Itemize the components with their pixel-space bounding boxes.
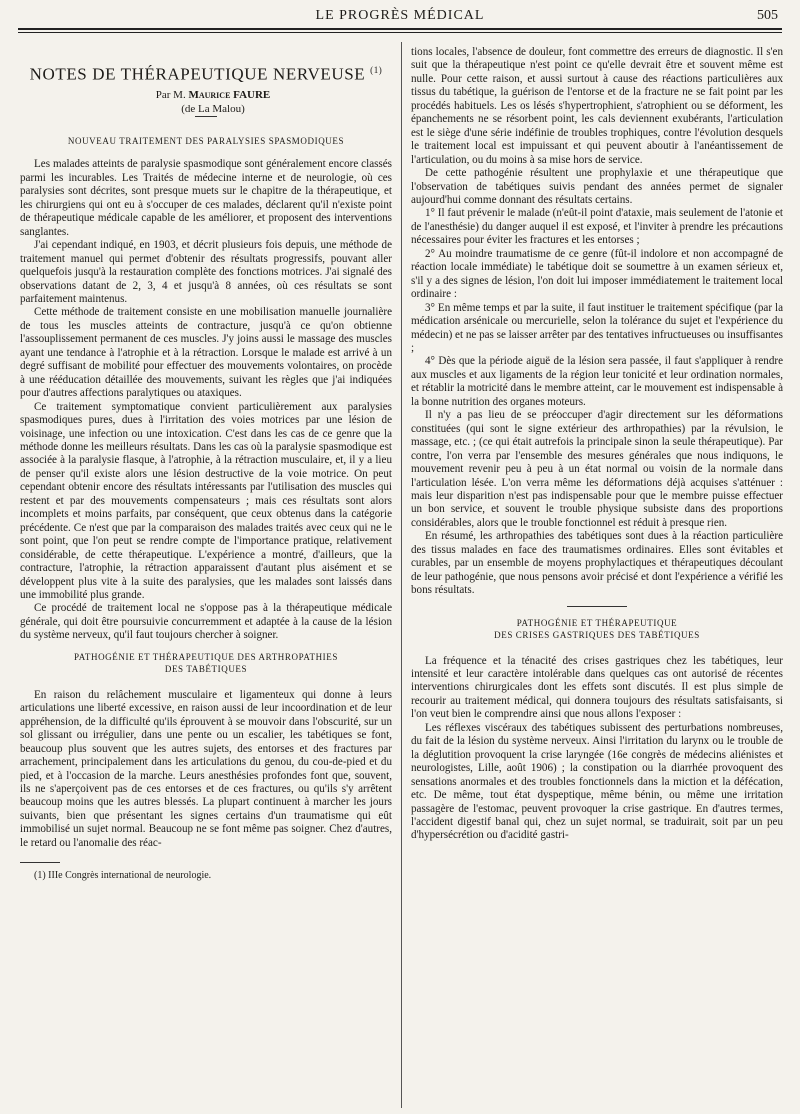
paragraph: 1° Il faut prévenir le malade (n'eût-il point d'ataxie, mais seulement de l'atonie et de l'anesthésie) du danger auquel il est exposé, et l'inviter à prendre les précautions nécessaires pour éviter les fractures et les entorses ; xyxy=(411,207,783,247)
paragraph: Cette méthode de traitement consiste en une mobilisation manuelle journalière de tous les muscles atteints de contracture, jusqu'à ce qu'on obtienne l'assouplissement permanent de ces muscles. J'y joins aussi le massage des muscles ayant une tendance à l'atrophie et à la rétraction. Lorsque le malade est arrivé à un degré suffisant de mobilité pour effectuer des mouvements volontaires, on procède à une rééducation détaillée des mouvements, suivant les règles que j'ai indiquées pour d'autres affections paralytiques ou ataxiques. xyxy=(20,306,392,400)
paragraph: En raison du relâchement musculaire et ligamenteux qui donne à leurs articulations une liberté excessive, en raison aussi de leur incoordination et de leur appréhension, de la difficulté qu'ils éprouvent à se mouvoir dans l'obscurité, sur un sol glissant ou irrégulier, dans une pente ou un escalier, les tabétiques se font, beaucoup plus souvent que les autres sujets, des entorses et des fractures par arrachement, principalement dans les articulations du genou, du cou-de-pied et du pied, et à l'occasion de la marche. Leurs anesthésies profondes font que, souvent, ils ne s'aperçoivent pas de ces entorses et de ces fractures, ou qu'ils s'y arrêtent beaucoup moins que les autres blessés. La plupart continuent à marcher les jours suivants, bien que présentant les signes certains d'un traumatisme qui eût immobilisé un sujet normal. Beaucoup ne se font même pas soigner. Chez d'autres, le retard ou l'anomalie des réac- xyxy=(20,688,392,849)
section-heading-spasmodic: NOUVEAU TRAITEMENT DES PARALYSIES SPASMODIQUES xyxy=(67,136,345,147)
paragraph: En résumé, les arthropathies des tabétiques sont dues à la réaction particulière des tissus malades en face des traumatismes ordinaires. Elles sont évitables et curables, par un ensemble de moyens prophylactiques et thérapeutiques découlant de leur pathogénie, que nous pensons avoir précisé et dont l'expérience a vérifié les bons résultats. xyxy=(411,530,783,597)
column-divider xyxy=(401,42,402,1108)
header-rule-thin xyxy=(18,32,782,33)
paragraph: De cette pathogénie résultent une prophylaxie et une thérapeutique que l'observation de tabétiques suivis pendant des années permet de signaler aujourd'hui comme donnant des résultats certains. xyxy=(411,167,783,206)
title-rule xyxy=(195,116,217,117)
author-affiliation: (de La Malou) xyxy=(181,102,245,115)
left-column xyxy=(20,46,392,1108)
paragraph: Les malades atteints de paralysie spasmodique sont généralement encore classés parmi les incurables. Les Traités de médecine interne et de neurologie, où ces paralysies sont décrites, sont presque muets sur le chapitre de la thérapeutique, et les chirurgiens qui ont eu à s'occuper de ces malades, déclarent qu'il n'existe point de thérapeutique médicale capable de les améliorer, et proposent des interventions sanglantes. xyxy=(20,158,392,238)
paragraph: Ce traitement symptomatique convient particulièrement aux paralysies spasmodiques pures, dues à l'irritation des voies motrices par une lésion de voisinage, une infection ou une intoxication. C'est dans les cas de ce genre que la méthode donne les meilleurs résultats. Dans les cas où la paralysie spasmodique est associée à la paralysie flasque, à l'atrophie, à la rétraction musculaire, et, il y a lieu de penser qu'il existe alors une lésion destructive de la voie motrice. On peut cependant obtenir encore des résultats intéressants par l'utilisation des muscles qui restent et par des mouvements compensateurs ; mais ces résultats sont alors incomplets et moins parfaits, par conséquent, que ceux obtenus dans la catégorie précédente. Ce n'est que par la comparaison des malades traités avec ceux qui ne le sont point, que l'on peut se rendre compte de l'importance pratique, relativement considérable, de cette thérapeutique. L'expérience a montré, d'ailleurs, que la contracture, l'atrophie, la rétraction apparaissent d'autant plus aisément et se développent plus vite à la suite des paralysies, que les malades sont laissés dans une immobilité plus grande. xyxy=(20,400,392,601)
paragraph: 4° Dès que la période aiguë de la lésion sera passée, il faut s'appliquer à rendre aux muscles et aux ligaments de la région leur tonicité et leur ordination normales, et rétablir la motricité dans le membre atteint, car le mouvement est indispensable à la bonne nutrition des organes moteurs. xyxy=(411,355,783,408)
footnote: (1) IIIe Congrès international de neurologie. xyxy=(34,870,212,882)
paragraph: La fréquence et la ténacité des crises gastriques chez les tabétiques, leur intensité et leur caractère intolérable dans quelques cas ont autorisé de récentes interventions chirurgicales dont les effets sont discutés. Il est plus simple de recourir au traitement médical, qui donnera toujours des résultats satisfaisants, si l'on veut bien le comprendre ainsi que nous allons l'exposer : xyxy=(411,654,783,721)
author-name: Maurice FAURE xyxy=(188,89,271,102)
paragraph: J'ai cependant indiqué, en 1903, et décrit plusieurs fois depuis, une méthode de traitement manuel qui permet d'obtenir des résultats progressifs, pouvant aller quelquefois jusqu'à la restauration complète des fonctions motrices. J'ai signalé des observations datant de 2, 3, 4 et jusqu'à 8 années, où ces résultats se sont parfaitement maintenus. xyxy=(20,239,392,305)
byline: Par M. Maurice FAURE xyxy=(155,89,271,102)
paragraph: 2° Au moindre traumatisme de ce genre (fût-il indolore et non accompagné de réaction locale immédiate) le tabétique doit se soumettre à un examen sérieux et, s'il y a des signes de lésion, l'on doit lui imposer immédiatement le traitement local ordinaire : xyxy=(411,247,783,301)
paragraph: 3° En même temps et par la suite, il faut instituer le traitement spécifique (par la médication arsénicale ou mercurielle, selon la tolérance du sujet et l'expérience du médecin) et ne pas se laisser arrêter par des tentatives infructueuses ou insuffisantes ; xyxy=(411,301,783,354)
article-title: NOTES DE THÉRAPEUTIQUE NERVEUSE $^{(1)}$ xyxy=(29,64,383,84)
paragraph: Les réflexes viscéraux des tabétiques subissent des perturbations nombreuses, du fait de la lésion du système nerveux. Ainsi l'irritation du larynx ou le trouble de la déglutition provoquent la crise laryngée (16e congrès de médecins aliénistes et neurologistes, Lille, août 1906) ; la constipation ou la diarrhée provoquent des sensations anormales et des troubles fonctionnels dans la miction et la défécation, etc. De même, tout état dyspeptique, même bénin, ou même une irritation passagère de l'estomac, peuvent provoquer la crise gastrique. En d'autres termes, l'accident digestif banal qui, chez un sujet normal, se traduirait, soit par un peu d'hypersécrétion ou d'acidité gastri- xyxy=(411,721,783,842)
section-rule xyxy=(567,606,627,607)
journal-title: LE PROGRÈS MÉDICAL xyxy=(315,8,485,23)
paragraph-continued: tions locales, l'absence de douleur, font commettre des erreurs de diagnostic. Il s'en suit que la thérapeutique n'est point ce qu'elle devrait être et souvent même est nulle. Pour cette raison, et aussi surtout à cause des réactions particulières aux tissus du tabétique, la guérison de l'entorse et de la fracture ne se fait point par les procédés habituels. Les os lésés s'hypertrophient, s'atrophient ou se déforment, les épanchements ne se résorbent point, les cals deviennent exubérants, l'articulation est le siège d'une série indéfinie de troubles trophiques, contre l'évolution desquels le traitement local est impuissant et qui peuvent aboutir à l'anéantissement de l'articulation, ou du moins à sa mise hors de service. xyxy=(411,46,783,166)
section-heading-arthropathies: PATHOGÉNIE ET THÉRAPEUTIQUE DES ARTHROPATHIES DES TABÉTIQUES xyxy=(74,651,338,674)
paragraph: Ce procédé de traitement local ne s'oppose pas à la thérapeutique médicale générale, qui doit être poursuivie concurremment et adaptée à la cause de la lésion du système nerveux, qu'il faut toujours chercher à soigner. xyxy=(20,602,392,642)
header-rule-thick xyxy=(18,28,782,30)
page-number: 505 xyxy=(757,8,778,23)
title-footnote-marker: (1) xyxy=(370,65,383,75)
footnote-rule xyxy=(20,862,60,863)
right-column xyxy=(411,46,783,1108)
section-heading-gastric-crises: PATHOGÉNIE ET THÉRAPEUTIQUE DES CRISES GASTRIQUES DES TABÉTIQUES xyxy=(494,617,700,640)
paragraph: Il n'y a pas lieu de se préoccuper d'agir directement sur les déformations constituées (qui sont le signe extérieur des arthropathies) par la révulsion, le massage, etc. ; (ce qui était autrefois la principale sinon la seule thérapeutique). Par contre, l'on verra par l'ensemble des mesures générales que nous indiquons, le mouvement revenir peu à peu à un état normal ou voisin de la normale dans l'articulation lésée. L'on verra même les déformations déjà acquises s'atténuer : mais leur disparition n'est pas indispensable pour que le membre puisse effectuer un bon service, et souvent le trouble physique subsiste dans des proportions considérables, alors que le trouble fonctionnel est réduit à presque rien. xyxy=(411,409,783,529)
